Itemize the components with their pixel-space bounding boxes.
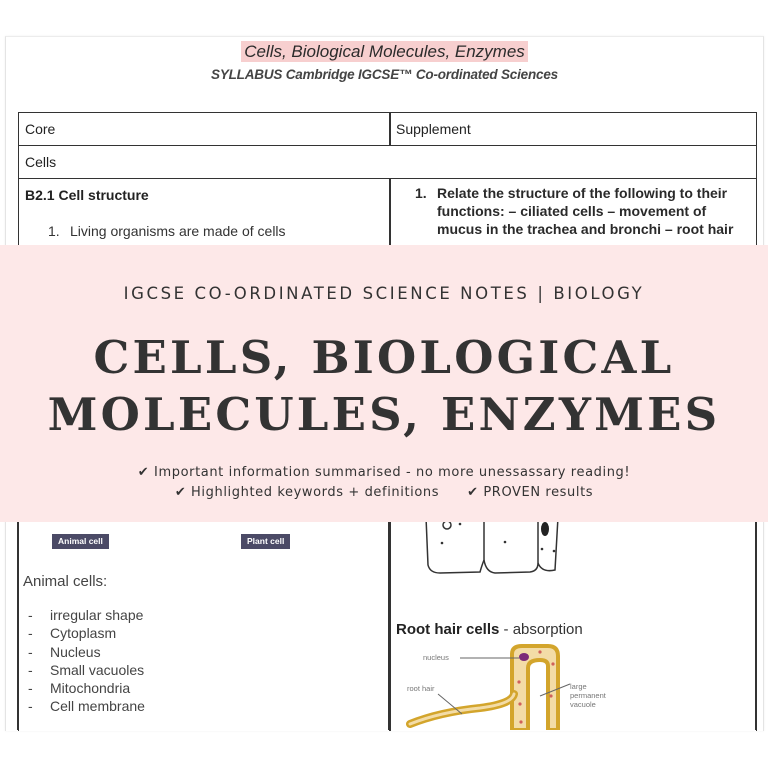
label-vacuole: large permanent vacuole — [570, 682, 606, 709]
animal-cells-heading: Animal cells: — [23, 573, 108, 590]
banner-title-line1: CELLS, BIOLOGICAL — [93, 331, 675, 384]
supplement-item — [415, 184, 752, 238]
banner-bullets — [0, 463, 768, 503]
document-subtitle: SYLLABUS Cambridge IGCSE™ Co-ordinated Sciences — [211, 67, 558, 82]
bullet-proven: ✔ PROVEN results — [467, 485, 594, 500]
document-title-text: Cells, Biological Molecules, Enzymes — [241, 41, 528, 62]
banner-kicker: IGCSE CO-ORDINATED SCIENCE NOTES | BIOLOGY — [123, 284, 645, 303]
bullet-keywords: ✔ Highlighted keywords + definitions — [174, 485, 440, 500]
table-section-row — [19, 146, 756, 179]
core-item-number: 1. — [48, 223, 60, 239]
core-item-text: Living organisms are made of cells — [70, 223, 286, 239]
column-divider — [389, 113, 391, 146]
bullet-summarised: ✔ Important information summarised - no more unessassary reading! — [137, 465, 631, 480]
table-left-border — [17, 522, 19, 730]
root-hair-title: Root hair cells - absorption — [396, 621, 583, 638]
header-core: Core — [25, 121, 56, 137]
ciliated-cells-diagram — [420, 515, 570, 580]
promo-banner — [0, 245, 768, 522]
document-title — [6, 42, 763, 62]
header-supplement: Supplement — [396, 121, 471, 137]
table-right-border — [755, 522, 757, 730]
banner-title-line2: MOLECULES, ENZYMES — [47, 388, 721, 441]
animal-cell-badge: Animal cell — [52, 534, 109, 549]
supplement-item-text: Relate the structure of the following to their functions: – ciliated cells – movement of mucus in the trachea and bronchi – root hair — [437, 185, 734, 237]
core-heading: B2.1 Cell structure — [25, 187, 149, 203]
banner-title — [0, 329, 768, 443]
label-root-hair: root hair — [407, 684, 435, 693]
table-header-row — [19, 113, 756, 146]
supplement-item-number: 1. — [415, 185, 427, 201]
section-cells: Cells — [25, 154, 57, 170]
column-divider — [388, 522, 390, 730]
plant-cell-badge: Plant cell — [241, 534, 290, 549]
label-nucleus: nucleus — [423, 653, 449, 662]
